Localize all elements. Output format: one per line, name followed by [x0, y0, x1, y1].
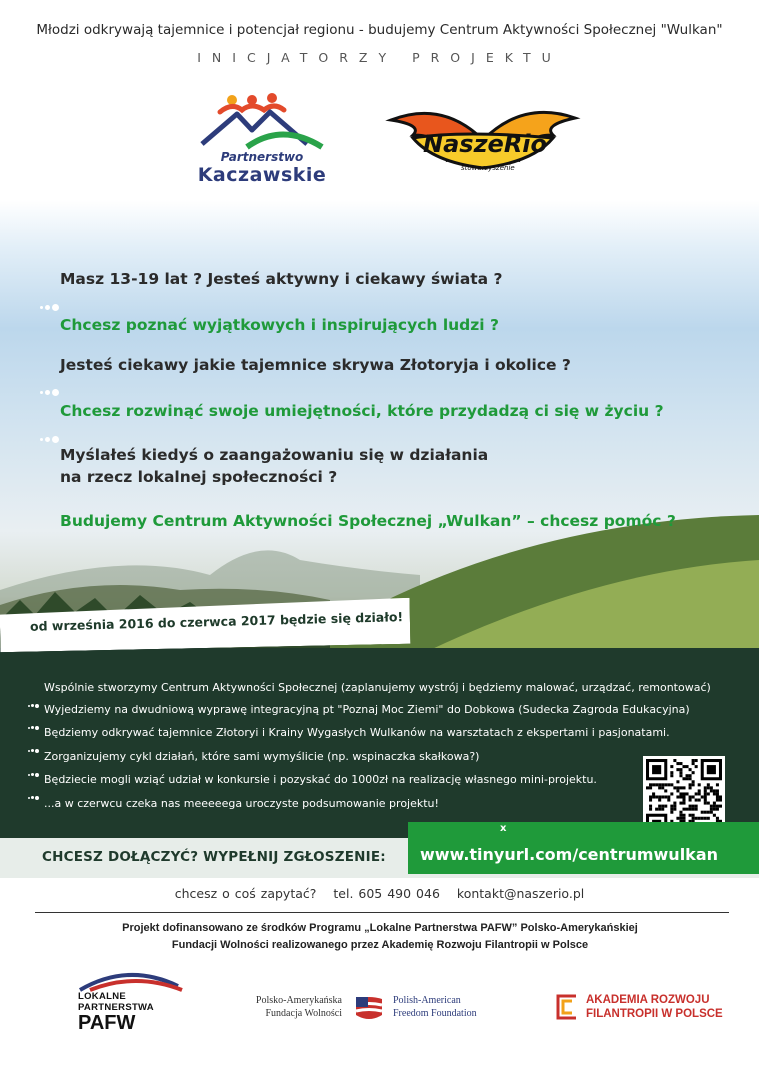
- paff-line1: Polish-American: [393, 995, 461, 1006]
- kaczawskie-line2: Kaczawskie: [197, 164, 327, 186]
- paff-line2: Freedom Foundation: [393, 1008, 477, 1019]
- arfp-line1: AKADEMIA ROZWOJU: [586, 994, 710, 1006]
- question-skills: Chcesz rozwinąć swoje umiejętności, które przydadzą ci się w życiu ?: [60, 402, 664, 420]
- page-title: Młodzi odkrywają tajemnice i potencjał regionu - budujemy Centrum Aktywności Społecznej "Wulkan": [36, 22, 723, 38]
- mountains-icon: [192, 92, 332, 152]
- dots-decoration: [28, 740, 48, 748]
- initiators-heading: INICJATORZY PROJEKTU: [197, 50, 562, 65]
- dots-decoration: [28, 717, 48, 725]
- contact-email[interactable]: kontakt@naszerio.pl: [456, 886, 585, 901]
- question-wulkan: Budujemy Centrum Aktywności Społecznej „Wulkan” – chcesz pomóc ?: [60, 512, 676, 530]
- activity-item: ...a w czerwcu czeka nas meeeeega uroczyste podsumowanie projektu!: [44, 797, 439, 810]
- arfp-line2: FILANTROPII W POLSCE: [586, 1008, 723, 1020]
- question-community-2: na rzecz lokalnej społeczności ?: [60, 468, 338, 486]
- pafw-line3: PAFW: [78, 1012, 136, 1034]
- ppfw-line2: Fundacja Wolności: [265, 1008, 342, 1019]
- activity-item: Wyjedziemy na dwudniową wyprawę integracyjną pt "Poznaj Moc Ziemi" do Dobkowa (Sudecka Zagroda Edukacyjna): [44, 703, 690, 716]
- dots-decoration: [28, 787, 48, 795]
- registration-link[interactable]: www.tinyurl.com/centrumwulkan: [420, 845, 718, 864]
- arfp-icon: [556, 994, 578, 1020]
- naszerio-word: NaszeRio: [423, 130, 548, 158]
- question-people: Chcesz poznać wyjątkowych i inspirujących ludzi ?: [60, 316, 500, 334]
- pafw-line1: LOKALNE: [78, 991, 127, 1002]
- contact-line: [0, 886, 759, 901]
- funding-line-1: Projekt dofinansowano ze środków Programu „Lokalne Partnerstwa PAFW” Polsko-Amerykańskiej: [122, 922, 638, 934]
- pafw-logo: [78, 968, 188, 1038]
- dates-banner-text: od września 2016 do czerwca 2017 będzie się działo!: [29, 609, 404, 634]
- contact-ask: chcesz o coś zapytać?: [174, 886, 317, 901]
- dots-decoration: [28, 764, 48, 772]
- dots-decoration: [40, 297, 70, 305]
- pafw-line2: PARTNERSTWA: [78, 1002, 154, 1013]
- divider: [35, 912, 729, 913]
- cta-label: CHCESZ DOŁĄCZYĆ? WYPEŁNIJ ZGŁOSZENIE:: [42, 849, 386, 865]
- question-age: Masz 13-19 lat ? Jesteś aktywny i ciekawy świata ?: [60, 270, 503, 288]
- funding-line-2: Fundacji Wolności realizowanego przez Akademię Rozwoju Filantropii w Polsce: [171, 939, 589, 951]
- dots-decoration: [40, 382, 70, 390]
- naszerio-logo: [383, 100, 583, 195]
- arfp-logo: [586, 993, 723, 1021]
- question-community-1: Myślałeś kiedyś o zaangażowaniu się w działania: [60, 446, 489, 464]
- ppfw-line1: Polsko-Amerykańska: [255, 995, 342, 1006]
- activity-item: Będziemy odkrywać tajemnice Złotoryi i Krainy Wygasłych Wulkanów na warsztatach z ekspertami i pasjonatami.: [44, 726, 670, 739]
- arc-icon: [78, 968, 188, 992]
- activity-item: Zorganizujemy cykl działań, które sami wymyślicie (np. wspinaczka skałkowa?): [44, 750, 480, 763]
- contact-phone[interactable]: tel. 605 490 046: [333, 886, 440, 901]
- flag-icon: [352, 993, 386, 1023]
- ppfw-logo: [242, 994, 342, 1020]
- activity-item: Będziecie mogli wziąć udział w konkursie i pozyskać do 1000zł na realizację własnego mini-projektu.: [44, 773, 597, 786]
- paff-logo: [393, 994, 477, 1020]
- close-icon: x: [500, 823, 507, 834]
- kaczawskie-logo: [192, 92, 332, 187]
- dots-decoration: [28, 695, 48, 703]
- kaczawskie-line1: Partnerstwo: [220, 150, 304, 164]
- activity-item: Wspólnie stworzymy Centrum Aktywności Społecznej (zaplanujemy wystrój i będziemy malować, urządzać, remontować): [44, 681, 711, 694]
- naszerio-tagline: stowarzyszenie: [461, 164, 515, 172]
- funding-note: [100, 920, 660, 954]
- question-secrets: Jesteś ciekawy jakie tajemnice skrywa Złotoryja i okolice ?: [60, 356, 571, 374]
- dots-decoration: [40, 429, 70, 437]
